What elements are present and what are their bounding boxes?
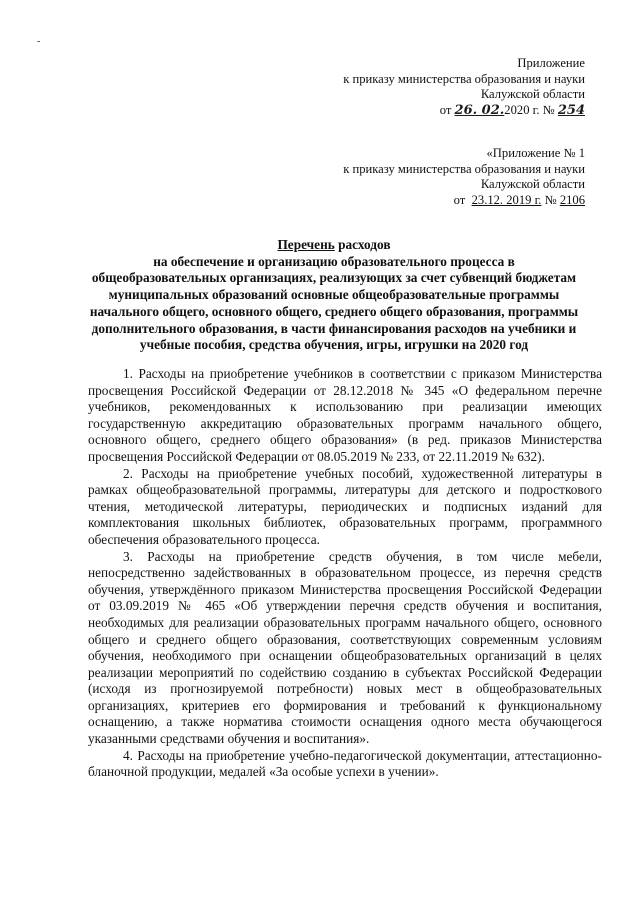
appendix-region: Калужской области <box>480 87 585 102</box>
paragraph-2: 2. Расходы на приобретение учебных пособий, художественной литературы в рамках общеобразовательной программы, литературы для детского и подросткового чтения, методической литературы, периодических и подписных изданий для комплектования школьных библиотек, образовательных программ, программного обеспечения образовательного процесса. <box>88 465 602 547</box>
appendix-date-line <box>343 103 585 119</box>
date-prefix: от <box>439 102 452 117</box>
original-date-prefix: от <box>453 192 466 207</box>
original-number: 2106 <box>559 192 585 207</box>
title-underlined-word: Перечень <box>277 237 335 252</box>
document-body <box>88 366 602 781</box>
document-title <box>66 237 602 354</box>
original-date: 23.12. 2019 г. <box>471 192 542 207</box>
appendix-header <box>343 56 585 118</box>
original-order-ref: к приказу министерства образования и науки <box>343 161 585 176</box>
title-line-4: муниципальных образований основные общеобразовательные программы <box>108 287 560 303</box>
original-number-prefix: № <box>544 192 557 207</box>
original-date-line <box>343 193 585 209</box>
paragraph-1: 1. Расходы на приобретение учебников в соответствии с приказом Министерства просвещения Российской Федерации от 28.12.2018 № 345 «О федеральном перечне учебников, рекомендованных к использованию при реализации имеющих государственную аккредитацию образовательных программ начального общего, основного общего, среднего общего образования» (в ред. приказов Министерства просвещения Российской Федерации от 08.05.2019 № 233, от 22.11.2019 № 632). <box>88 366 602 464</box>
appendix-order-ref: к приказу министерства образования и науки <box>343 71 585 86</box>
original-appendix-header <box>343 146 585 208</box>
title-line-6: дополнительного образования, в части финансирования расходов на учебники и <box>91 320 577 336</box>
paragraph-3: 3. Расходы на приобретение средств обучения, в том числе мебели, непосредственно задействованных в образовательном процессе, из перечня средств обучения, утверждённого приказом Министерства просвещения Российской Федерации от 03.09.2019 № 465 «Об утверждении перечня средств обучения и воспитания, необходимых для реализации образовательных программ начального общего, основного общего и среднего общего образования, соответствующих современным условиям обучения, необходимого при оснащении общеобразовательных организаций в целях реализации мероприятий по содействию созданию в субъектах Российской Федерации (исходя из прогнозируемой потребности) новых мест в общеобразовательных организациях, критериев его формирования и требований к функциональному оснащению, а также норматива стоимости оснащения одного места обучающегося указанными средствами обучения и воспитания». <box>88 548 602 747</box>
title-line-1: расходов <box>334 237 391 252</box>
title-line-3: общеобразовательных организациях, реализующих за счет субвенций бюджетам <box>91 270 577 286</box>
original-appendix-title: «Приложение № 1 <box>486 146 585 160</box>
title-line-7: учебные пособия, средства обучения, игры, игрушки на 2020 год <box>139 337 529 353</box>
appendix-title: Приложение <box>517 56 585 70</box>
handwritten-order-number: 254 <box>557 102 585 118</box>
paragraph-4: 4. Расходы на приобретение учебно-педагогической документации, аттестационно-бланочной продукции, медалей «За особые успехи в учении». <box>88 747 602 780</box>
handwritten-date: 26. 02. <box>454 102 505 118</box>
original-region: Калужской области <box>480 177 585 192</box>
corner-mark: - <box>37 36 41 47</box>
date-suffix: 2020 г. № <box>504 102 555 117</box>
title-line-5: начального общего, основного общего, среднего общего образования, программы <box>89 303 579 319</box>
title-line-2: на обеспечение и организацию образовательного процесса в <box>153 253 515 269</box>
